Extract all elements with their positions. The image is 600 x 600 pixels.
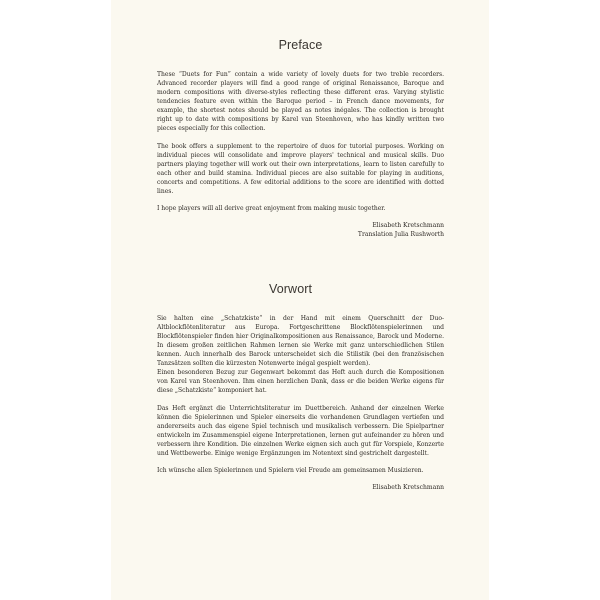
vorwort-signature-block (157, 483, 444, 492)
vorwort-signature: Elisabeth Kretschmann (372, 484, 444, 491)
preface-title: Preface (278, 38, 323, 52)
preface-paragraph-1: These “Duets for Fun” contain a wide variety of lovely duets for two treble recorders. Advanced recorder players will find a good range of original Renaissance, Baroque and modern compositions with diverse-styles reflecting these different eras. Varying stylistic tendencies feature even within the Baroque period – in French dance movements, for example, the shortest notes should be played as notes inégales. The collection is brought right up to date with compositions by Karel van Steenhoven, who has kindly written two pieces especially for this collection. (157, 71, 444, 132)
document-page (111, 0, 489, 600)
vorwort-paragraph-1b: Einen besonderen Bezug zur Gegenwart bekommt das Heft auch durch die Kompositionen von Karel van Steenhoven. Ihm einen herzlichen Dank, dass er die beiden Werke eigens für diese „Schatzkiste“ komponiert hat. (157, 369, 444, 394)
vorwort-paragraph-2: Das Heft ergänzt die Unterrichtsliteratur im Duettbereich. Anhand der einzelnen Werke können die Spielerinnen und Spieler einerseits die vorhandenen Grundlagen vertiefen und andererseits auch das eigene Spiel technisch und musikalisch verbessern. Die Spielpartner entwickeln im Zusammenspiel eigene Interpretationen, lernen gut aufeinander zu hören und verbessern ihre Kondition. Die einzelnen Werke eignen sich auch gut für Vorspiele, Konzerte und Wettbewerbe. Einige wenige Ergänzungen im Notentext sind gestrichelt dargestellt. (157, 404, 444, 457)
preface-signature-block (157, 221, 444, 239)
preface-paragraph-2: The book offers a supplement to the repertoire of duos for tutorial purposes. Working on individual pieces will consolidate and improve players' technical and musical skills. Duo partners playing together will work out their own interpretations, learn to listen carefully to each other and build stamina. Individual pieces are also suitable for playing in auditions, concerts and competitions. A few editorial additions to the score are identified with dotted lines. (157, 142, 444, 195)
preface-signature: Elisabeth Kretschmann (372, 222, 444, 229)
preface-paragraph-3: I hope players will all derive great enjoyment from making music together. (157, 205, 386, 212)
vorwort-paragraph-1: Sie halten eine „Schatzkiste“ in der Hand mit einem Querschnitt der Duo-Altblockflötenliteratur aus Europa. Fortgeschrittene Blockflötenspielerinnen und Blockflötenspieler finden hier Originalkompositionen aus Renaissance, Barock und Moderne. In diesem großen zeitlichen Rahmen lernen sie Werke mit ganz unterschiedlichen Stilen kennen. Auch innerhalb des Barock unterscheidet sich die Stilistik (bei den französischen Tanzsätzen sollten die kürzesten Notenwerte inégal gespielt werden). (157, 315, 444, 367)
vorwort-paragraph-3: Ich wünsche allen Spielerinnen und Spielern viel Freude am gemeinsamen Musizieren. (157, 467, 424, 474)
preface-translation: Translation Julia Rushworth (357, 231, 444, 238)
vorwort-title: Vorwort (269, 282, 313, 296)
